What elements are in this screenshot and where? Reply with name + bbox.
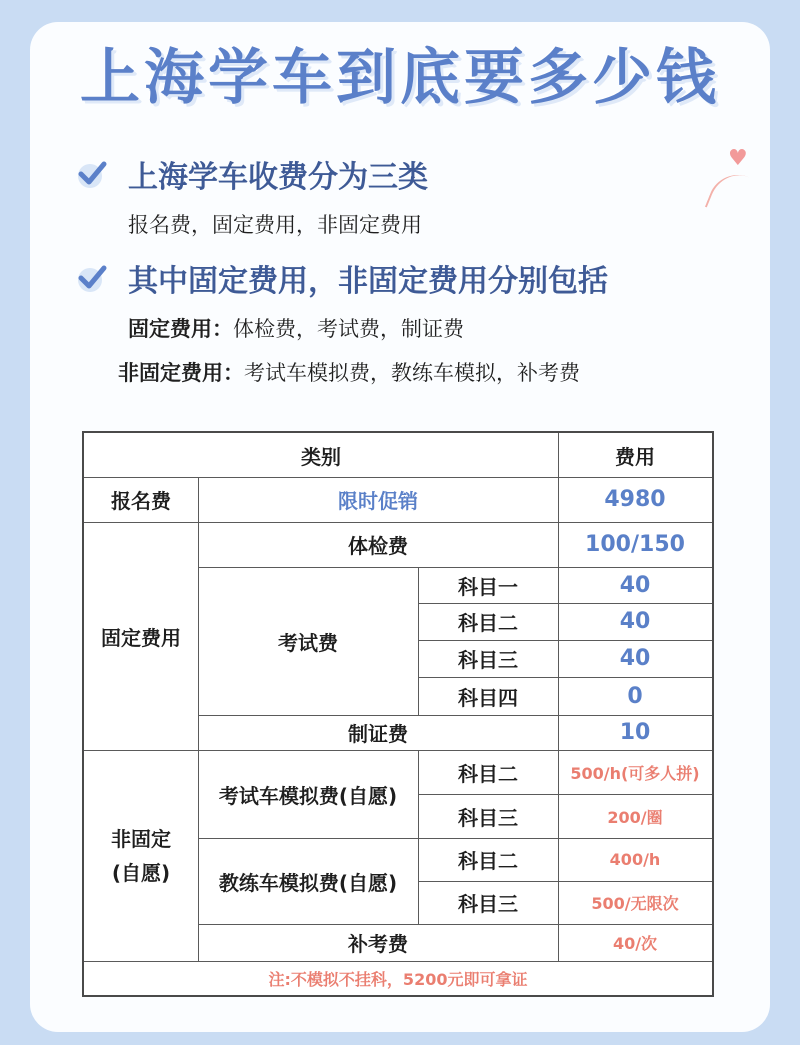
header-fee: 费用 <box>615 444 655 469</box>
signup-promo: 限时促销 <box>338 489 418 513</box>
nonfixed-group-label <box>84 750 198 961</box>
exam-car-subject: 科目三 <box>458 805 518 830</box>
exam-car-label: 考试车模拟费(自愿) <box>218 783 398 808</box>
exam-subject: 科目三 <box>458 648 518 672</box>
nonfixed-label-line1: 非固定 <box>111 826 171 851</box>
exam-subject: 科目一 <box>458 574 518 599</box>
nonfixed-fee-label: 非固定费用： <box>118 361 244 385</box>
coach-car-fee: 400/h <box>609 850 661 869</box>
retake-fee: 40/次 <box>612 934 658 953</box>
exam-fee: 40 <box>619 572 651 598</box>
exam-fee: 0 <box>627 683 643 709</box>
signup-fee: 4980 <box>604 487 666 512</box>
retake-label: 补考费 <box>348 932 408 956</box>
section1-text: 报名费，固定费用，非固定费用 <box>128 213 422 237</box>
signup-label: 报名费 <box>111 489 171 513</box>
exam-fee-label: 考试费 <box>278 630 338 655</box>
license-fee: 10 <box>619 720 651 745</box>
checkmark-icon <box>76 262 108 294</box>
exam-subject: 科目二 <box>458 611 518 635</box>
physical-fee: 100/150 <box>585 532 685 557</box>
exam-subject: 科目四 <box>458 685 518 710</box>
fee-table <box>82 431 714 997</box>
fixed-fee-group-label: 固定费用 <box>101 625 181 650</box>
page-title: 上海学车到底要多少钱 <box>80 43 720 113</box>
nonfixed-fee-text: 考试车模拟费，教练车模拟，补考费 <box>244 361 580 385</box>
table-note: 注:不模拟不挂科，5200元即可拿证 <box>268 969 528 989</box>
section1-heading: 上海学车收费分为三类 <box>128 160 428 195</box>
header-category: 类别 <box>301 444 341 469</box>
coach-car-label: 教练车模拟费(自愿) <box>218 870 398 895</box>
exam-car-fee: 200/圈 <box>607 807 663 827</box>
license-label: 制证费 <box>348 722 408 746</box>
fixed-fee-label: 固定费用： <box>128 317 233 341</box>
exam-car-fee: 500/h(可多人拼) <box>570 763 700 783</box>
fixed-fee-text: 体检费，考试费，制证费 <box>233 317 464 341</box>
section2-heading: 其中固定费用，非固定费用分别包括 <box>128 264 608 299</box>
coach-car-subject: 科目三 <box>458 892 518 916</box>
coach-car-subject: 科目二 <box>458 849 518 873</box>
nonfixed-fee-line <box>118 357 580 387</box>
nonfixed-label-line2: (自愿) <box>111 860 171 885</box>
exam-fee: 40 <box>619 646 651 671</box>
coach-car-fee: 500/无限次 <box>591 894 679 913</box>
physical-label: 体检费 <box>348 534 408 558</box>
exam-car-subject: 科目二 <box>458 761 518 786</box>
fixed-fee-line <box>128 313 464 343</box>
heart-icon: ♥ <box>728 146 748 171</box>
exam-fee: 40 <box>619 609 651 634</box>
checkmark-icon <box>76 158 108 190</box>
